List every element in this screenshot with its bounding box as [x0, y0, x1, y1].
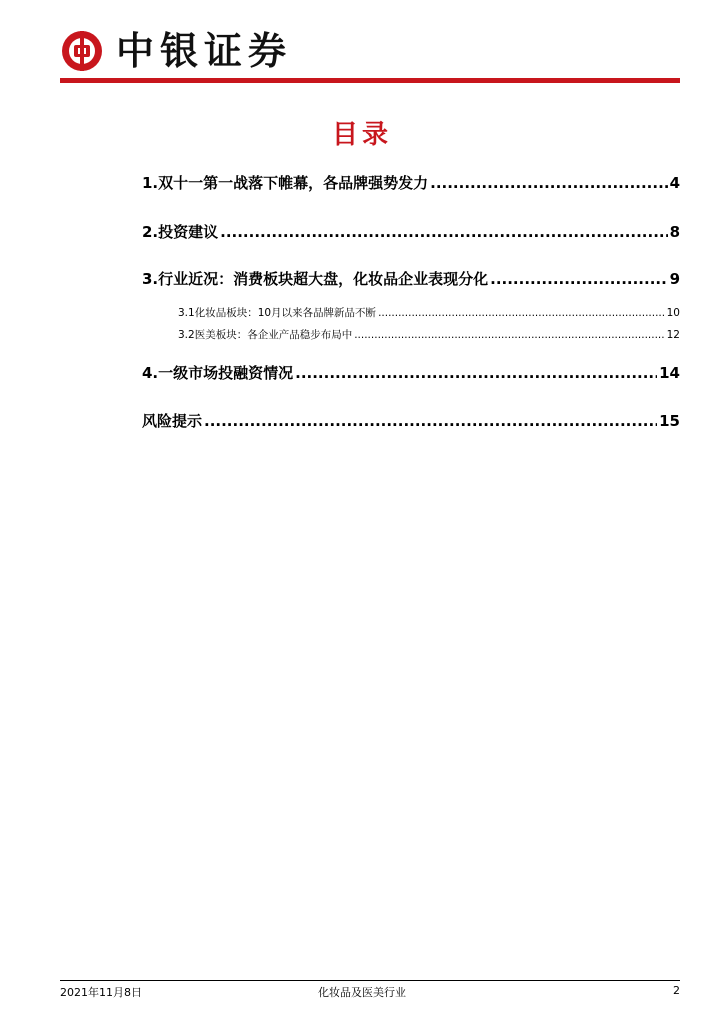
- toc-entry-label: 风险提示: [142, 412, 203, 430]
- bank-of-china-logo-icon: [60, 29, 104, 73]
- header-divider: [60, 78, 680, 83]
- toc-entry-page: 8: [669, 223, 680, 241]
- footer-divider: [60, 980, 680, 981]
- toc-entry-3[interactable]: [142, 268, 680, 289]
- toc-entry-label: 4.一级市场投融资情况: [142, 364, 294, 382]
- toc-entry-page: 14: [659, 364, 680, 382]
- toc-title: 目录: [331, 120, 392, 150]
- toc-dot-leader: [378, 307, 665, 319]
- toc-entry-4[interactable]: [142, 362, 680, 383]
- footer-date: 2021年11月8日: [60, 986, 142, 999]
- toc-entry-3-2[interactable]: [178, 327, 680, 342]
- toc-entry-page: 4: [669, 174, 680, 192]
- brand-name: 中银证券: [116, 28, 293, 73]
- toc-dot-leader: [295, 364, 657, 382]
- toc-entry-page: 10: [666, 307, 680, 319]
- toc-entry-3-1[interactable]: [178, 305, 680, 320]
- footer-section: 化妆品及医美行业: [318, 986, 406, 999]
- toc-entry-label: 2.投资建议: [142, 223, 219, 241]
- toc-entry-label: 1.双十一第一战落下帷幕，各品牌强势发力: [142, 174, 429, 192]
- toc-entry-2[interactable]: [142, 221, 680, 242]
- toc-dot-leader: [354, 329, 664, 341]
- toc-entry-1[interactable]: [142, 172, 680, 193]
- toc-entry-label: 3.2医美板块：各企业产品稳步布局中: [178, 329, 353, 341]
- toc-entry-page: 15: [659, 412, 680, 430]
- toc-dot-leader: [220, 223, 667, 241]
- brand-logo: [60, 28, 292, 74]
- toc-dot-leader: [490, 270, 667, 288]
- toc-entry-label: 3.1化妆品板块：10月以来各品牌新品不断: [178, 307, 377, 319]
- footer-page-number: 2: [673, 984, 680, 997]
- toc-entry-risk[interactable]: [142, 410, 680, 431]
- toc-dot-leader: [204, 412, 657, 430]
- toc-entry-page: 12: [666, 329, 680, 341]
- toc-dot-leader: [430, 174, 667, 192]
- toc-entry-page: 9: [669, 270, 680, 288]
- toc-entry-label: 3.行业近况：消费板块超大盘，化妆品企业表现分化: [142, 270, 489, 288]
